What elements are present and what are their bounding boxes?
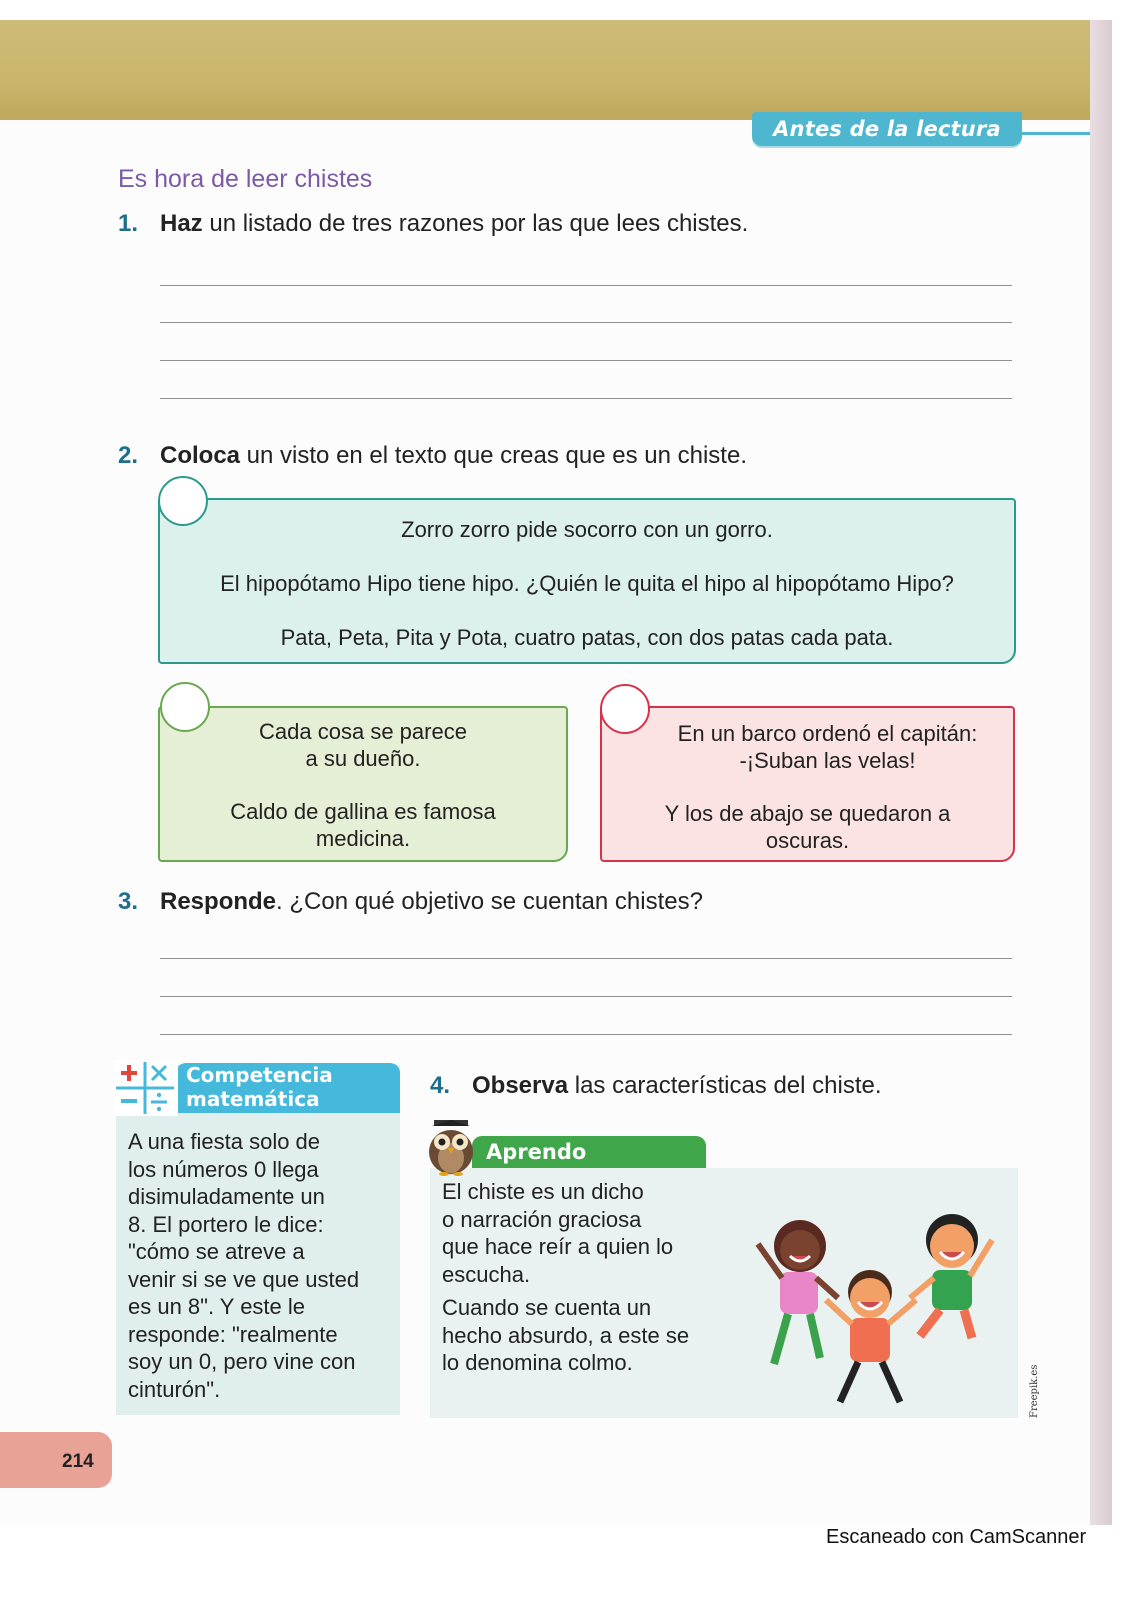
text-line: Cuando se cuenta un: [442, 1295, 652, 1320]
text-line: hecho absurdo, a este se: [442, 1322, 690, 1348]
credit-text: Freepik.es: [1029, 1364, 1040, 1418]
text-line: es un 8". Y este le: [128, 1294, 306, 1319]
text-line: disimuladamente un: [128, 1184, 325, 1209]
option-text: [642, 720, 1013, 774]
section-tab-label: Antes de la lectura: [773, 117, 1001, 141]
text-line: escucha.: [442, 1261, 531, 1287]
text-line: soy un 0, pero vine con: [128, 1349, 356, 1374]
check-circle[interactable]: [160, 682, 210, 732]
girl-figure: [758, 1220, 838, 1364]
aprendo-text: [442, 1178, 732, 1377]
option-box-green: [158, 706, 568, 862]
question-1: [118, 210, 748, 238]
option-box-red: [600, 706, 1015, 862]
option-line: Y los de abajo se quedaron a: [664, 801, 951, 826]
question-number: 3.: [118, 888, 139, 915]
page-subtitle: Es hora de leer chistes: [118, 165, 373, 193]
answer-line[interactable]: [160, 398, 1012, 399]
scanner-watermark: Escaneado con CamScanner: [826, 1526, 1087, 1548]
check-circle[interactable]: [158, 476, 208, 526]
image-credit: [1024, 1360, 1042, 1420]
check-circle[interactable]: [600, 684, 650, 734]
aprendo-title: Aprendo: [486, 1140, 587, 1164]
text-line: responde: "realmente: [128, 1321, 338, 1347]
textbook-page: [0, 20, 1112, 1525]
question-verb: Coloca: [160, 442, 241, 469]
owl-icon: [424, 1118, 478, 1176]
option-line: En un barco ordenó el capitán:: [677, 721, 978, 746]
answer-line[interactable]: [160, 360, 1012, 361]
aprendo-header: [472, 1136, 706, 1168]
question-4: [430, 1072, 882, 1100]
answer-line[interactable]: [160, 322, 1012, 323]
text-line: o narración graciosa: [442, 1206, 642, 1232]
option-line: -¡Suban las velas!: [739, 748, 916, 773]
question-text: un listado de tres razones por las que lees chistes.: [202, 210, 749, 237]
text-line: que hace reír a quien lo: [442, 1234, 674, 1259]
answer-line[interactable]: [160, 1034, 1012, 1035]
question-text: un visto en el texto que creas que es un chiste.: [240, 442, 747, 469]
math-joke-text: [128, 1128, 390, 1403]
question-verb: Haz: [160, 210, 203, 237]
page-edge: [1090, 20, 1112, 1525]
text-line: cinturón".: [128, 1376, 221, 1402]
option-text: Zorro zorro pide socorro con un gorro.: [401, 517, 773, 542]
text-line: A una fiesta solo de: [128, 1129, 321, 1154]
option-box-teal: [158, 498, 1016, 664]
option-line: medicina.: [315, 826, 411, 851]
math-competence-title: [186, 1063, 333, 1111]
option-line: oscuras.: [765, 828, 850, 853]
question-2: [118, 442, 747, 470]
section-tab: [752, 112, 1022, 146]
boy-figure-center: [826, 1270, 916, 1402]
text-line: El chiste es un dicho: [442, 1179, 644, 1204]
text-line: "cómo se atreve a: [128, 1239, 305, 1264]
page-number: 214: [62, 1451, 94, 1472]
option-text: [602, 800, 1013, 854]
option-line: Cada cosa se parece: [259, 719, 467, 744]
math-operators-icon: [114, 1060, 178, 1116]
laughing-kids-illustration: [740, 1188, 1010, 1418]
title-line: matemática: [186, 1087, 320, 1111]
option-text: [160, 718, 566, 772]
question-3: [118, 888, 703, 916]
text-line: lo denomina colmo.: [442, 1350, 633, 1375]
question-text: las características del chiste.: [568, 1072, 882, 1099]
title-line: Competencia: [186, 1063, 333, 1087]
question-number: 1.: [118, 210, 139, 237]
question-verb: Observa: [472, 1072, 569, 1099]
answer-line[interactable]: [160, 285, 1012, 286]
text-line: venir si se ve que usted: [128, 1266, 360, 1292]
question-number: 4.: [430, 1072, 451, 1099]
option-text: Pata, Peta, Pita y Pota, cuatro patas, con dos patas cada pata.: [280, 625, 894, 650]
text-line: los números 0 llega: [128, 1156, 319, 1182]
option-line: a su dueño.: [305, 746, 421, 771]
option-text: [160, 798, 566, 852]
option-text: El hipopótamo Hipo tiene hipo. ¿Quién le quita el hipo al hipopótamo Hipo?: [220, 571, 954, 596]
question-verb: Responde: [160, 888, 277, 915]
answer-line[interactable]: [160, 958, 1012, 959]
tab-line: [1010, 132, 1090, 135]
page-number-tab: [0, 1432, 112, 1488]
option-line: Caldo de gallina es famosa: [230, 799, 496, 824]
top-color-band: [0, 20, 1112, 120]
boy-figure-right: [910, 1214, 992, 1338]
answer-line[interactable]: [160, 996, 1012, 997]
question-number: 2.: [118, 442, 139, 469]
text-line: 8. El portero le dice:: [128, 1211, 324, 1237]
question-text: . ¿Con qué objetivo se cuentan chistes?: [276, 888, 703, 915]
